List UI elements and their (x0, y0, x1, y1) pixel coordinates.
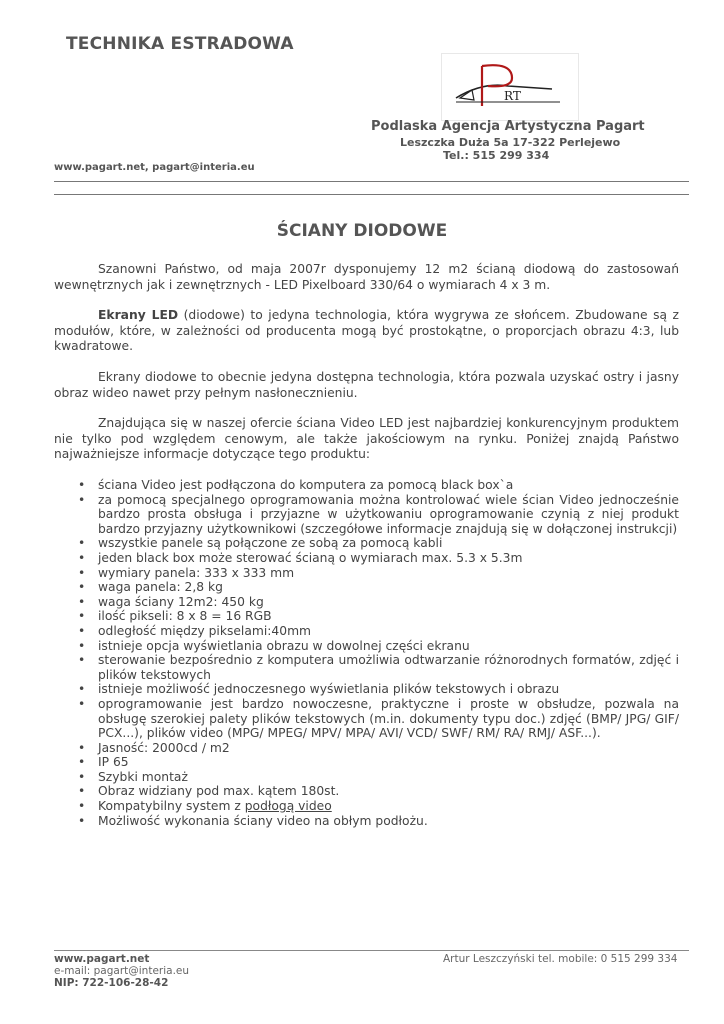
list-item: • wszystkie panele są połączone ze sobą za pomocą kabli (78, 536, 443, 551)
bullet-icon: • (78, 536, 86, 551)
bullet-icon: • (78, 478, 86, 492)
list-item: • Obraz widziany pod max. kątem 180st. (78, 784, 340, 799)
list-item: • ściana Video jest podłączona do komputera za pomocą black box`a (78, 478, 514, 492)
header-divider-top (54, 181, 689, 182)
led-text: (diodowe) to jedyna technologia, która wygrywa ze słońcem. Zbudowane są z modułów, które, w zależności od producenta mogą być prostokątne, o proporcjach obrazu 4:3, lub kwadratowe. (54, 308, 680, 354)
list-item: • istnieje opcja wyświetlania obrazu w dowolnej części ekranu (78, 638, 470, 653)
pagart-logo-graphic (442, 54, 578, 120)
bullet-icon: • (78, 638, 86, 653)
bullet-icon: • (78, 813, 86, 828)
bullet-icon: • (78, 799, 86, 814)
bullet-icon: • (78, 623, 86, 638)
list-item: • odległość między pikselami:40mm (78, 623, 312, 638)
bullet-icon: • (78, 492, 86, 507)
list-item: • jeden black box może sterować ścianą o wymiarach max. 5.3 x 5.3m (78, 550, 523, 565)
list-item: • Jasność: 2000cd / m2 (78, 740, 230, 755)
bullet-icon: • (78, 565, 86, 580)
bullet-icon: • (78, 580, 86, 595)
bullet-icon: • (78, 550, 86, 565)
list-item: • IP 65 (78, 755, 129, 770)
footer-contact: Artur Leszczyński tel. mobile: 0 515 299 334 (443, 953, 678, 965)
bullet-icon: • (78, 740, 86, 755)
bullet-icon: • (78, 696, 86, 711)
footer-email: e-mail: pagart@interia.eu (54, 965, 190, 977)
intro-text: Szanowni Państwo, od maja 2007r dysponujemy 12 m2 ścianą diodową do zastosowań wewnętrznych jak i zewnętrznych - LED Pixelboard 330/64 o wymiarach 4 x 3 m. (54, 262, 679, 292)
footer-divider (54, 950, 689, 951)
list-item: • waga panela: 2,8 kg (78, 580, 223, 595)
led-paragraph (54, 308, 679, 355)
footer-nip: NIP: 722-106-28-42 (54, 977, 169, 989)
footer-web: www.pagart.net (54, 953, 150, 965)
agency-phone: Tel.: 515 299 334 (443, 149, 550, 162)
list-item: • Kompatybilny system z podłogą video (78, 799, 332, 814)
company-title: TECHNIKA ESTRADOWA (66, 34, 294, 54)
agency-address: Leszczka Duża 5a 17-322 Perlejewo (400, 136, 621, 149)
bullet-icon: • (78, 653, 86, 668)
agency-name: Podlaska Agencja Artystyczna Pagart (371, 119, 645, 134)
led-term: Ekrany LED (98, 308, 179, 322)
header-web-email: www.pagart.net, pagart@interia.eu (54, 162, 255, 173)
pagart-logo (441, 53, 579, 121)
list-item: • za pomocą specjalnego oprogramowania można kontrolować wiele ścian Video jednocześnie bardzo prosta obsługa i przyjazne w użytkowaniu oprogramowanie czynią z niej produkt bardzo przyjazny użytkownikowi (szczegółowe informacje znajdują się w dołączonej instrukcji) (78, 492, 679, 536)
intro-paragraph (54, 262, 679, 293)
logo-wordmark: RT (504, 89, 521, 103)
document-heading: ŚCIANY DIODOWE (276, 221, 448, 241)
offer-text: Znajdująca się w naszej ofercie ściana Video LED jest najbardziej konkurencyjnym produktem nie tylko pod względem cenowym, ale także jakościowym na rynku. Poniżej znajdą Państwo najważniejsze informacje dotyczące tego produktu: (54, 416, 679, 462)
bullet-icon: • (78, 609, 86, 624)
list-item: • Szybki montaż (78, 769, 188, 784)
features-list (78, 478, 679, 828)
visibility-text: Ekrany diodowe to obecnie jedyna dostępna technologia, która pozwala uzyskać ostry i jasny obraz wideo nawet przy pełnym nasłonecznieniu. (54, 370, 679, 400)
bullet-icon: • (78, 682, 86, 697)
header-divider-bottom (54, 194, 689, 195)
bullet-icon: • (78, 784, 86, 799)
list-item: • waga ściany 12m2: 450 kg (78, 594, 264, 609)
list-item: • sterowanie bezpośrednio z komputera umożliwia odtwarzanie różnorodnych formatów, zdjęć i plików tekstowych (78, 653, 679, 682)
list-item: • wymiary panela: 333 x 333 mm (78, 565, 295, 580)
visibility-paragraph (54, 370, 679, 401)
floor-video-link[interactable]: podłogą video (244, 799, 332, 814)
list-item: • istnieje możliwość jednoczesnego wyświetlania plików tekstowych i obrazu (78, 682, 560, 697)
bullet-icon: • (78, 594, 86, 609)
list-item: • Możliwość wykonania ściany video na obłym podłożu. (78, 813, 428, 828)
list-item: • oprogramowanie jest bardzo nowoczesne, praktyczne i proste w obsłudze, pozwala na obsługę szerokiej palety plików tekstowych (m.in. dokumenty typu doc.) zdjęć (BMP/ JPG/ GIF/ PCX...), plików video (MPG/ MPEG/ MPV/ MPA/ AVI/ VCD/ SWF/ RM/ RA/ RMJ/ ASF...). (78, 696, 679, 741)
offer-paragraph (54, 416, 679, 463)
list-item: • ilość pikseli: 8 x 8 = 16 RGB (78, 609, 272, 624)
bullet-icon: • (78, 755, 86, 770)
bullet-icon: • (78, 769, 86, 784)
